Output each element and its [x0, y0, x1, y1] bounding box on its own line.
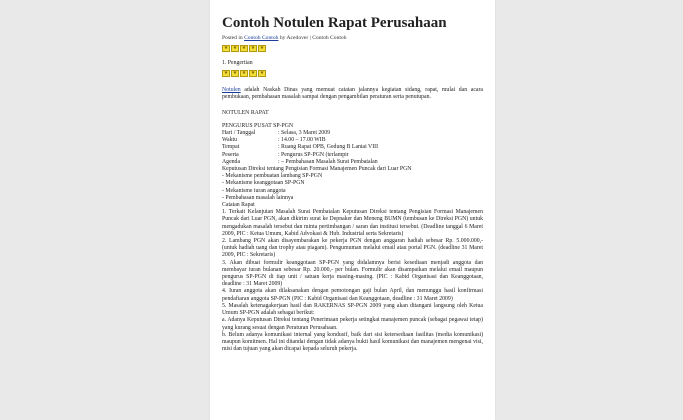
star-icon[interactable]: ★ — [250, 71, 256, 77]
info-value: : Selasa, 3 Maret 2009 — [278, 130, 330, 137]
star-icon[interactable]: ★ — [259, 46, 265, 51]
info-row — [222, 152, 483, 159]
info-value: : Ruang Rapat OPB, Gedung B Lantai VIII — [278, 144, 379, 151]
notulen-link[interactable]: Notulen — [222, 87, 241, 94]
star-icon[interactable]: ★ — [232, 71, 238, 77]
minutes-subheading: PENGURUS PUSAT SP-PGN — [222, 122, 294, 129]
article — [210, 0, 495, 353]
info-value: : – Pembahasan Masalah Surat Pembatalan — [278, 158, 378, 165]
star-icon[interactable]: ★ — [241, 46, 247, 51]
info-value: : 14.00 – 17.00 WIB — [278, 137, 326, 144]
info-row — [222, 130, 483, 137]
intro-text: adalah Naskah Dinas yang memuat catatan jalannya kegiatan sidang, rapat, mulai dan acara pembukaan, pembahasan masalah sampai dengan pengambilan peraturan serta penutupan. — [222, 87, 483, 101]
agenda-line: - Mekanisme iuran anggota — [222, 187, 286, 194]
category-link[interactable]: Contoh Contoh — [244, 35, 279, 41]
post-meta — [222, 35, 483, 42]
agenda-line: - Mekanisme keanggotaan SP-PGN — [222, 180, 305, 187]
info-key: Waktu — [222, 137, 237, 144]
notes-item: 5. Masalah ketenagakerjaan hasil dan RAKERNAS SP-PGN 2009 yang akan ditangani langsung oleh Ketua Umum SP-PGN adalah sebagai berikut: — [222, 302, 483, 317]
info-key: Hari / Tanggal — [222, 130, 256, 137]
notes-item: 1. Terkait Kelanjutan Masalah Surat Pembatalan Keputusan Direksi tentang Pengisian Formasi Manajemen Puncak dari Luar PGN, akan dikirim surat ke Depnaker dan Meneng BUMN (tembusan ke Direksi PGN) untuk mengadukan masalah tersebut dan minta pertimbangan / saran dan institusi tersebut. (Deadline tanggal 6 Maret 2009, PIC : Ketua Umum, Kabid Advokasi & Hub. Industrial serta Sekretaris) — [222, 209, 483, 237]
info-row — [222, 159, 483, 166]
notes-item: a. Adanya Keputusan Direksi tentang Penerimaan pekerja setingkat manajemen puncak (sebagai pegawai tetap) yang kurang sesuai dengan Peraturan Perusahaan. — [222, 317, 483, 331]
info-row — [222, 144, 483, 151]
star-icon[interactable]: ★ — [259, 71, 265, 77]
agenda-line: - Mekanisme pembuatan lambang SP-PGN — [222, 173, 323, 180]
section-heading: 1. Pengertian — [222, 60, 253, 66]
notes-item: 4. Iuran anggota akan dilaksanakan dengan pemotongan gaji bulan April, dan menunggu hasil konfirmasi pendaftaran anggota SP-PGN (PIC : Kabid Organisasi dan Keanggotaan, deadline : 31 Maret 2009) — [222, 288, 483, 302]
posted-in-label: Posted in — [222, 35, 243, 41]
notes-item: 2. Lambang PGN akan disayembarakan ke pekerja PGN dengan anggaran hadiah sebesar Rp. 5.000.000,- (untuk hadiah uang dan trophy atau piagam). Pengumuman melalui email atau portal PGN. (deadline 31 Maret 2009, PIC : Sekretaris) — [222, 238, 483, 259]
rating-stars-2[interactable] — [222, 70, 483, 77]
minutes-heading: NOTULEN RAPAT — [222, 109, 269, 116]
star-icon[interactable]: ★ — [241, 71, 247, 77]
category-tail: Contoh Contoh — [312, 35, 347, 41]
info-value: : Pengurus SP-PGN (terlampir — [278, 151, 349, 158]
document-page — [210, 0, 495, 420]
page-title: Contoh Notulen Rapat Perusahaan — [222, 15, 447, 31]
info-key: Tempat — [222, 144, 240, 151]
notes-item: 3. Akan dibuat formulir keanggotaan SP-PGN yang didalamnya berisi kesediaan menjadi anggota dan membayar iuran bulanan sebesar Rp. 20.000,- per bulan. Formulir akan disampaikan melalui email maupun pengurus SP-PGN di tiap unit / satuan kerja masing-masing. (PIC : Kabid Organisasi dan Keanggotaan, deadline : 31 Maret 2009) — [222, 259, 483, 288]
notes-item: b. Belum adanya komunikasi internal yang kondusif, baik dari sisi ketersediaan fasilitas (media komunikasi) maupun komitmen. Hal ini ditandai dengan tidak adanya bukti hasil komunikasi dan manajemen mengenai visi, misi dan tujuan yang akan dicapai kepada seluruh pekerja. — [222, 331, 483, 353]
star-icon[interactable]: ★ — [223, 71, 229, 77]
agenda-line: - Pembahasan masalah lainnya — [222, 194, 294, 201]
star-icon[interactable]: ★ — [232, 46, 238, 51]
notes-heading: Catatan Rapat — [222, 202, 255, 209]
info-row — [222, 137, 483, 144]
star-icon[interactable]: ★ — [223, 46, 229, 51]
star-icon[interactable]: ★ — [250, 46, 256, 51]
info-key: Peserta — [222, 151, 239, 158]
rating-stars[interactable] — [222, 45, 483, 52]
minutes-block — [222, 110, 483, 354]
intro-paragraph — [222, 87, 483, 101]
agenda-line: Keputusan Direksi tentang Pengisian Formasi Manajemen Puncak dari Luar PGN — [222, 166, 412, 173]
author-label: by Acedover | — [279, 35, 311, 41]
info-key: Agenda — [222, 158, 241, 165]
